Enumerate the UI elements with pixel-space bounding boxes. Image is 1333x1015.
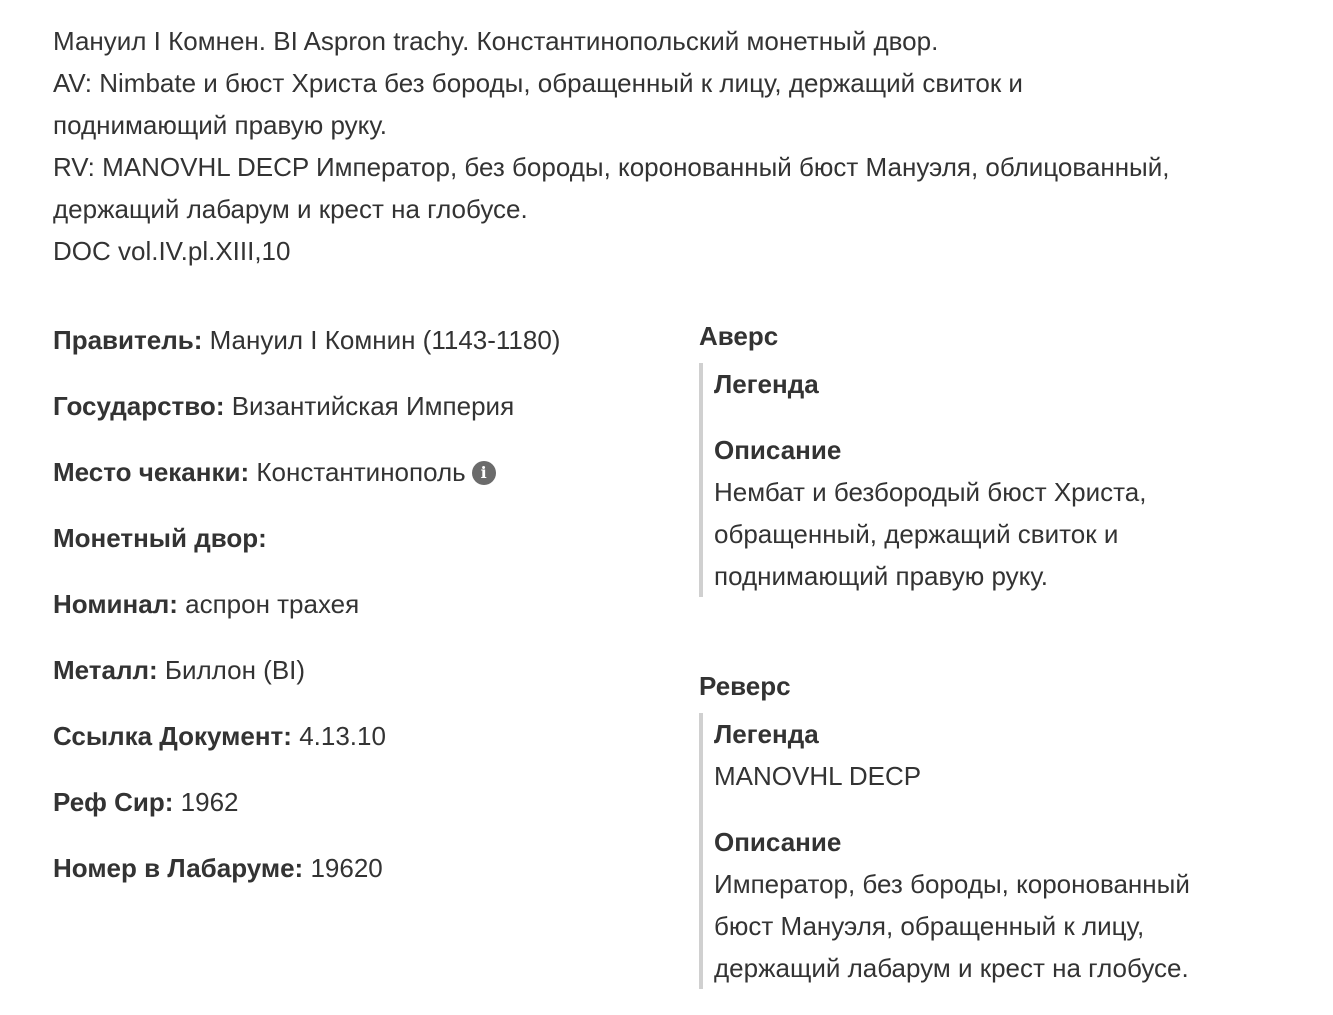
property-value: Византийская Империя [231, 391, 515, 421]
property-sear-reference [53, 781, 673, 823]
property-label: Правитель: [53, 325, 203, 355]
intro-line: RV: MANOVHL DECP Император, без бороды, коронованный бюст Мануэля, облицованный, [53, 152, 1170, 182]
property-doc-reference [53, 715, 673, 757]
obverse-description-line: обращенный, держащий свиток и [714, 519, 1119, 549]
obverse-description-line: Нембат и безбородый бюст Христа, [714, 477, 1147, 507]
property-value: 4.13.10 [299, 721, 386, 751]
property-label: Реф Сир: [53, 787, 174, 817]
reverse-blockquote [699, 713, 1299, 989]
obverse-blockquote [699, 363, 1299, 597]
property-label: Место чеканки: [53, 457, 250, 487]
coin-intro [53, 20, 1303, 272]
coin-properties [53, 319, 673, 913]
property-label: Монетный двор: [53, 523, 267, 553]
reverse-description-line: Император, без бороды, коронованный [714, 869, 1190, 899]
property-denomination [53, 583, 673, 625]
reverse-title: Реверс [699, 671, 791, 701]
property-label: Номер в Лабаруме: [53, 853, 304, 883]
property-label: Ссылка Документ: [53, 721, 292, 751]
intro-line: поднимающий правую руку. [53, 110, 387, 140]
property-value: 1962 [180, 787, 239, 817]
obverse-section [699, 315, 1299, 597]
obverse-description-label: Описание [714, 435, 842, 465]
property-value: аспрон трахея [185, 589, 360, 619]
reverse-section [699, 665, 1299, 989]
reverse-description-line: бюст Мануэля, обращенный к лицу, [714, 911, 1145, 941]
intro-line: держащий лабарум и крест на глобусе. [53, 194, 528, 224]
property-value: Мануил I Комнин (1143-1180) [209, 325, 561, 355]
intro-line: DOC vol.IV.pl.XIII,10 [53, 236, 291, 266]
property-value: Биллон (BI) [164, 655, 306, 685]
property-state [53, 385, 673, 427]
property-mint [53, 517, 673, 559]
property-ruler [53, 319, 673, 361]
property-label: Номинал: [53, 589, 178, 619]
property-metal [53, 649, 673, 691]
property-value: Константинополь [256, 457, 466, 487]
obverse-title: Аверс [699, 321, 779, 351]
reverse-legend-label: Легенда [714, 719, 819, 749]
obverse-legend-label: Легенда [714, 369, 819, 399]
property-mint-place [53, 451, 673, 493]
obverse-description-line: поднимающий правую руку. [714, 561, 1048, 591]
property-value: 19620 [310, 853, 383, 883]
property-label: Государство: [53, 391, 225, 421]
info-circle-icon[interactable]: i [472, 461, 496, 485]
property-labarum-number [53, 847, 673, 889]
reverse-description-label: Описание [714, 827, 842, 857]
intro-line: AV: Nimbate и бюст Христа без бороды, обращенный к лицу, держащий свиток и [53, 68, 1023, 98]
intro-line: Мануил I Комнен. BI Aspron trachy. Константинопольский монетный двор. [53, 26, 939, 56]
reverse-legend: MANOVHL DECP [714, 761, 922, 791]
property-label: Металл: [53, 655, 158, 685]
reverse-description-line: держащий лабарум и крест на глобусе. [714, 953, 1189, 983]
